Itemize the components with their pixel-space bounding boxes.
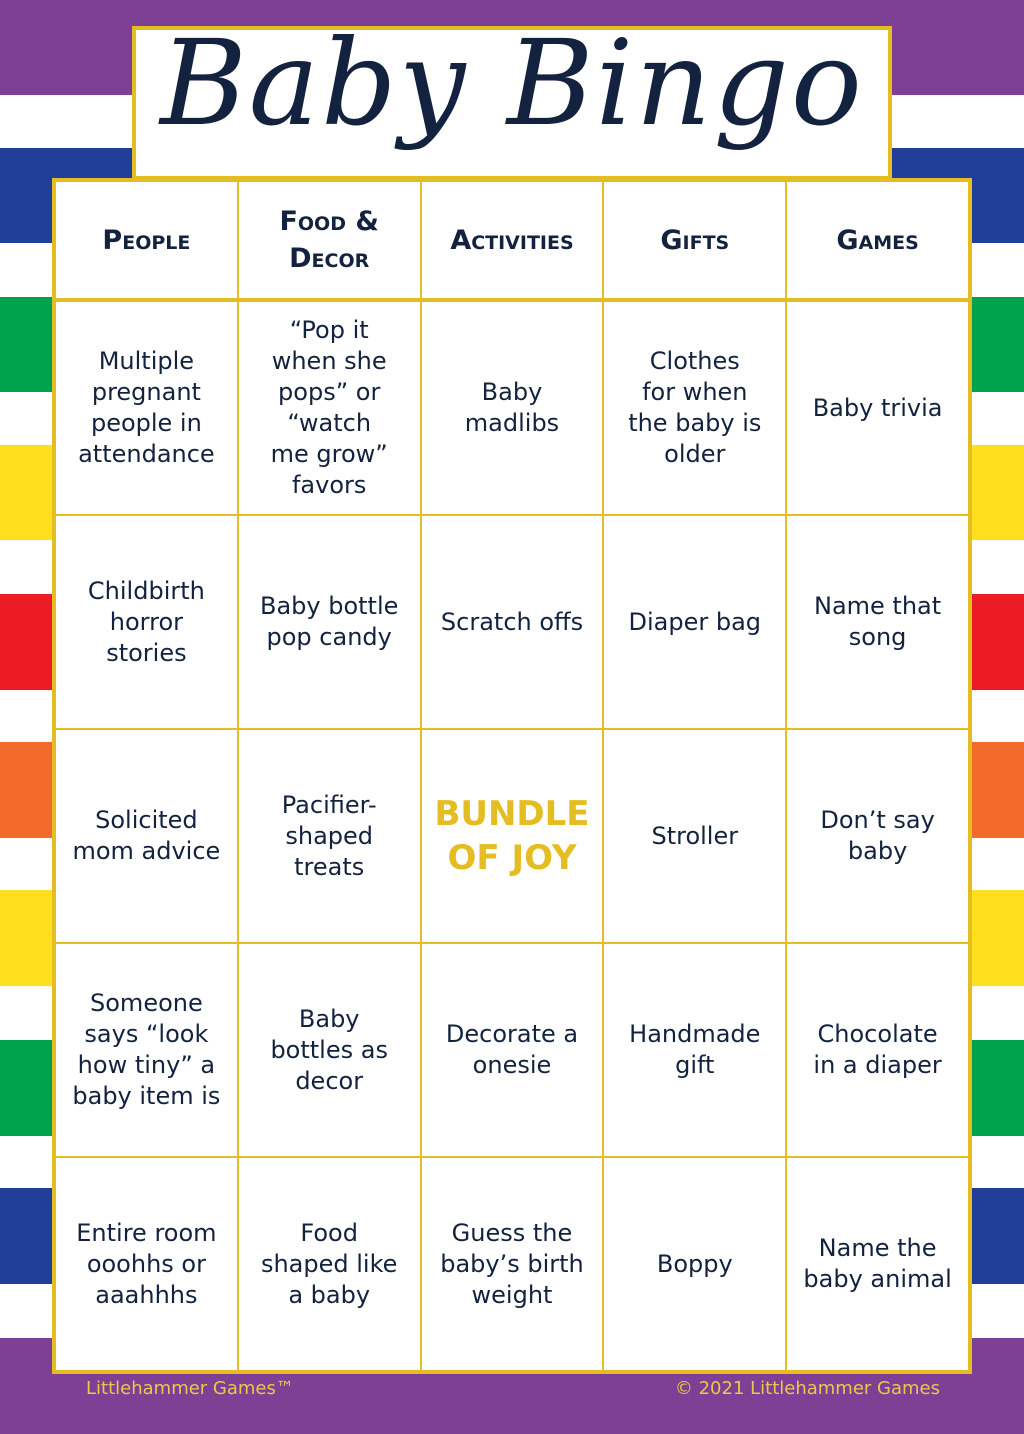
column-header: Games: [786, 181, 969, 301]
bingo-square[interactable]: Don’t say baby: [786, 729, 969, 943]
bingo-square[interactable]: “Pop it when she pops” or “watch me grow” favors: [238, 301, 421, 515]
bingo-square[interactable]: Someone says “look how tiny” a baby item is: [55, 943, 238, 1157]
bingo-square[interactable]: Name the baby animal: [786, 1157, 969, 1371]
bingo-square[interactable]: Scratch offs: [421, 515, 604, 729]
bingo-square[interactable]: Solicited mom advice: [55, 729, 238, 943]
bingo-square[interactable]: Pacifier- shaped treats: [238, 729, 421, 943]
free-space[interactable]: BUNDLE OF JOY: [421, 729, 604, 943]
bingo-square[interactable]: Baby bottles as decor: [238, 943, 421, 1157]
bingo-square[interactable]: Guess the baby’s birth weight: [421, 1157, 604, 1371]
bingo-square[interactable]: Diaper bag: [603, 515, 786, 729]
bingo-square[interactable]: Baby trivia: [786, 301, 969, 515]
footer-brand: Littlehammer Games™: [86, 1378, 294, 1399]
footer-copyright: © 2021 Littlehammer Games: [674, 1378, 940, 1399]
column-header: Food & Decor: [238, 181, 421, 301]
bingo-square[interactable]: Clothes for when the baby is older: [603, 301, 786, 515]
bingo-square[interactable]: Stroller: [603, 729, 786, 943]
bingo-square[interactable]: Childbirth horror stories: [55, 515, 238, 729]
column-header: Activities: [421, 181, 604, 301]
column-header: People: [55, 181, 238, 301]
bingo-square[interactable]: Baby bottle pop candy: [238, 515, 421, 729]
bingo-square[interactable]: Boppy: [603, 1157, 786, 1371]
bingo-square[interactable]: Food shaped like a baby: [238, 1157, 421, 1371]
bingo-square[interactable]: Handmade gift: [603, 943, 786, 1157]
column-header: Gifts: [603, 181, 786, 301]
bingo-square[interactable]: Chocolate in a diaper: [786, 943, 969, 1157]
bingo-square[interactable]: Name that song: [786, 515, 969, 729]
bingo-square[interactable]: Decorate a onesie: [421, 943, 604, 1157]
bingo-square[interactable]: Multiple pregnant people in attendance: [55, 301, 238, 515]
bingo-square[interactable]: Baby madlibs: [421, 301, 604, 515]
bingo-grid: [52, 178, 972, 1374]
bingo-square[interactable]: Entire room ooohhs or aaahhhs: [55, 1157, 238, 1371]
page-title: Baby Bingo: [160, 14, 864, 152]
